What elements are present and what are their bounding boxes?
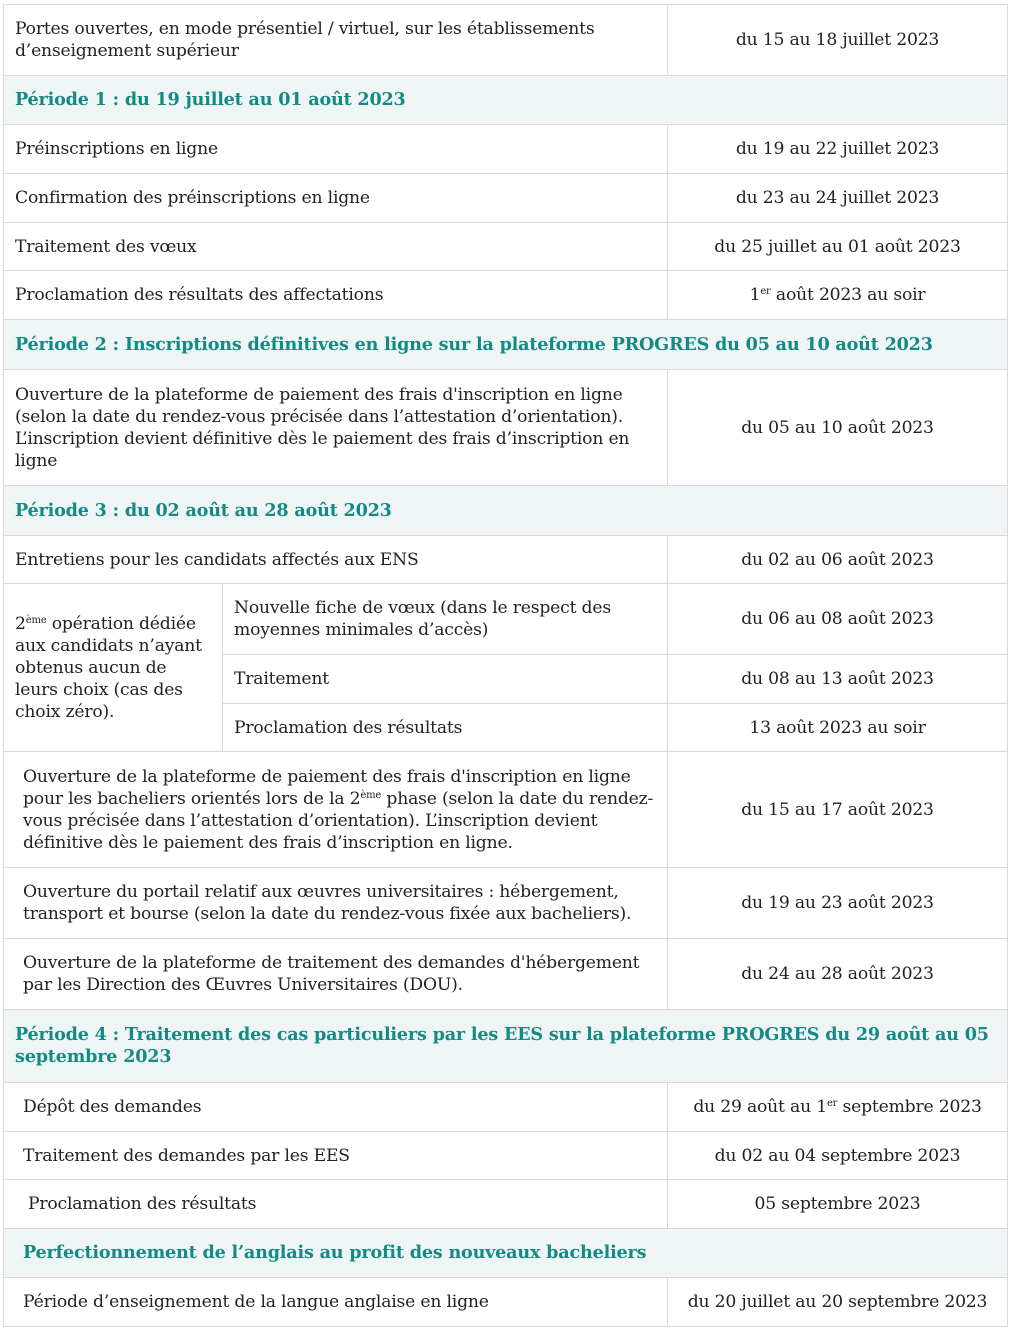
date-part-a: du 29 août au 1 <box>693 1097 827 1117</box>
label-part-b: phase (selon la date du rendez-vous précisée dans l’attestation d’orientation). L’inscription devient définitive dès le paiement des frais d’inscription en ligne. <box>23 788 654 853</box>
operation-num: 2 <box>15 613 26 634</box>
table-row <box>4 584 1008 655</box>
row-label: Proclamation des résultats <box>4 1180 668 1229</box>
table-row <box>4 752 1008 868</box>
row-date: 13 août 2023 au soir <box>668 704 1008 752</box>
row-date: du 24 au 28 août 2023 <box>668 939 1008 1010</box>
period-3-title: Période 3 : du 02 août au 28 août 2023 <box>4 486 1008 536</box>
row-label: Traitement <box>223 655 668 704</box>
row-date: du 20 juillet au 20 septembre 2023 <box>668 1278 1008 1327</box>
table-row <box>4 370 1008 486</box>
table-row <box>4 1083 1008 1132</box>
row-date: du 19 au 23 août 2023 <box>668 868 1008 939</box>
period-1-title: Période 1 : du 19 juillet au 01 août 2023 <box>4 76 1008 125</box>
row-date: du 15 au 17 août 2023 <box>668 752 1008 868</box>
row-date: du 25 juillet au 01 août 2023 <box>668 223 1008 271</box>
row-date <box>668 271 1008 320</box>
period-header <box>4 486 1008 536</box>
row-date: du 05 au 10 août 2023 <box>668 370 1008 486</box>
table-row <box>4 1278 1008 1327</box>
period-header <box>4 1010 1008 1083</box>
table-row <box>4 5 1008 76</box>
row-label: Dépôt des demandes <box>4 1083 668 1132</box>
section-header <box>4 1229 1008 1278</box>
ordinal-suffix: er <box>760 286 771 297</box>
ordinal-suffix: ème <box>25 614 47 626</box>
table-row <box>4 868 1008 939</box>
row-label: Confirmation des préinscriptions en ligne <box>4 174 668 223</box>
date-part-b: septembre 2023 <box>837 1097 982 1117</box>
operation-text: opération dédiée aux candidats n’ayant obtenus aucun de leurs choix (cas des choix zéro). <box>15 613 202 722</box>
row-date: du 19 au 22 juillet 2023 <box>668 125 1008 174</box>
period-header <box>4 320 1008 370</box>
table-row <box>4 125 1008 174</box>
table-row <box>4 223 1008 271</box>
row-label: Traitement des demandes par les EES <box>4 1132 668 1180</box>
table-row <box>4 536 1008 584</box>
row-label: Proclamation des résultats <box>223 704 668 752</box>
row-date: du 02 au 06 août 2023 <box>668 536 1008 584</box>
table-row <box>4 1132 1008 1180</box>
row-date: du 06 au 08 août 2023 <box>668 584 1008 655</box>
ordinal-suffix: ème <box>360 789 382 801</box>
table-row <box>4 939 1008 1010</box>
calendar-table <box>3 4 1008 1327</box>
row-date: du 23 au 24 juillet 2023 <box>668 174 1008 223</box>
anglais-title: Perfectionnement de l’anglais au profit des nouveaux bacheliers <box>4 1229 1008 1278</box>
date-day: 1 <box>749 285 761 305</box>
date-rest: août 2023 au soir <box>770 285 926 305</box>
row-label: Préinscriptions en ligne <box>4 125 668 174</box>
period-4-title: Période 4 : Traitement des cas particuliers par les EES sur la plateforme PROGRES du 29 août au 05 septembre 2023 <box>4 1010 1008 1083</box>
label-part-a: Ouverture de la plateforme de paiement des frais d'inscription en ligne pour les bacheliers orientés lors de la 2 <box>23 766 631 809</box>
row-label: Ouverture du portail relatif aux œuvres universitaires : hébergement, transport et bourse (selon la date du rendez-vous fixée aux bacheliers). <box>4 868 668 939</box>
row-label: Portes ouvertes, en mode présentiel / virtuel, sur les établissements d’enseignement supérieur <box>4 5 668 76</box>
row-date: du 08 au 13 août 2023 <box>668 655 1008 704</box>
row-label: Traitement des vœux <box>4 223 668 271</box>
table-row <box>4 1180 1008 1229</box>
row-date: du 02 au 04 septembre 2023 <box>668 1132 1008 1180</box>
row-date: 05 septembre 2023 <box>668 1180 1008 1229</box>
row-label: Entretiens pour les candidats affectés aux ENS <box>4 536 668 584</box>
period-2-title: Période 2 : Inscriptions définitives en ligne sur la plateforme PROGRES du 05 au 10 août 2023 <box>4 320 1008 370</box>
row-date: du 15 au 18 juillet 2023 <box>668 5 1008 76</box>
row-label: Ouverture de la plateforme de paiement des frais d'inscription en ligne (selon la date du rendez-vous précisée dans l’attestation d’orientation). L’inscription devient définitive dès le paiement des frais d’inscription en ligne <box>4 370 668 486</box>
table-row <box>4 271 1008 320</box>
row-label: Nouvelle fiche de vœux (dans le respect des moyennes minimales d’accès) <box>223 584 668 655</box>
row-label: Ouverture de la plateforme de traitement des demandes d'hébergement par les Direction des Œuvres Universitaires (DOU). <box>4 939 668 1010</box>
ordinal-suffix: er <box>826 1098 838 1109</box>
row-label: Proclamation des résultats des affectations <box>4 271 668 320</box>
operation-2-label <box>4 584 223 752</box>
period-header <box>4 76 1008 125</box>
row-label <box>4 752 668 868</box>
row-label: Période d’enseignement de la langue anglaise en ligne <box>4 1278 668 1327</box>
row-date <box>668 1083 1008 1132</box>
table-row <box>4 174 1008 223</box>
